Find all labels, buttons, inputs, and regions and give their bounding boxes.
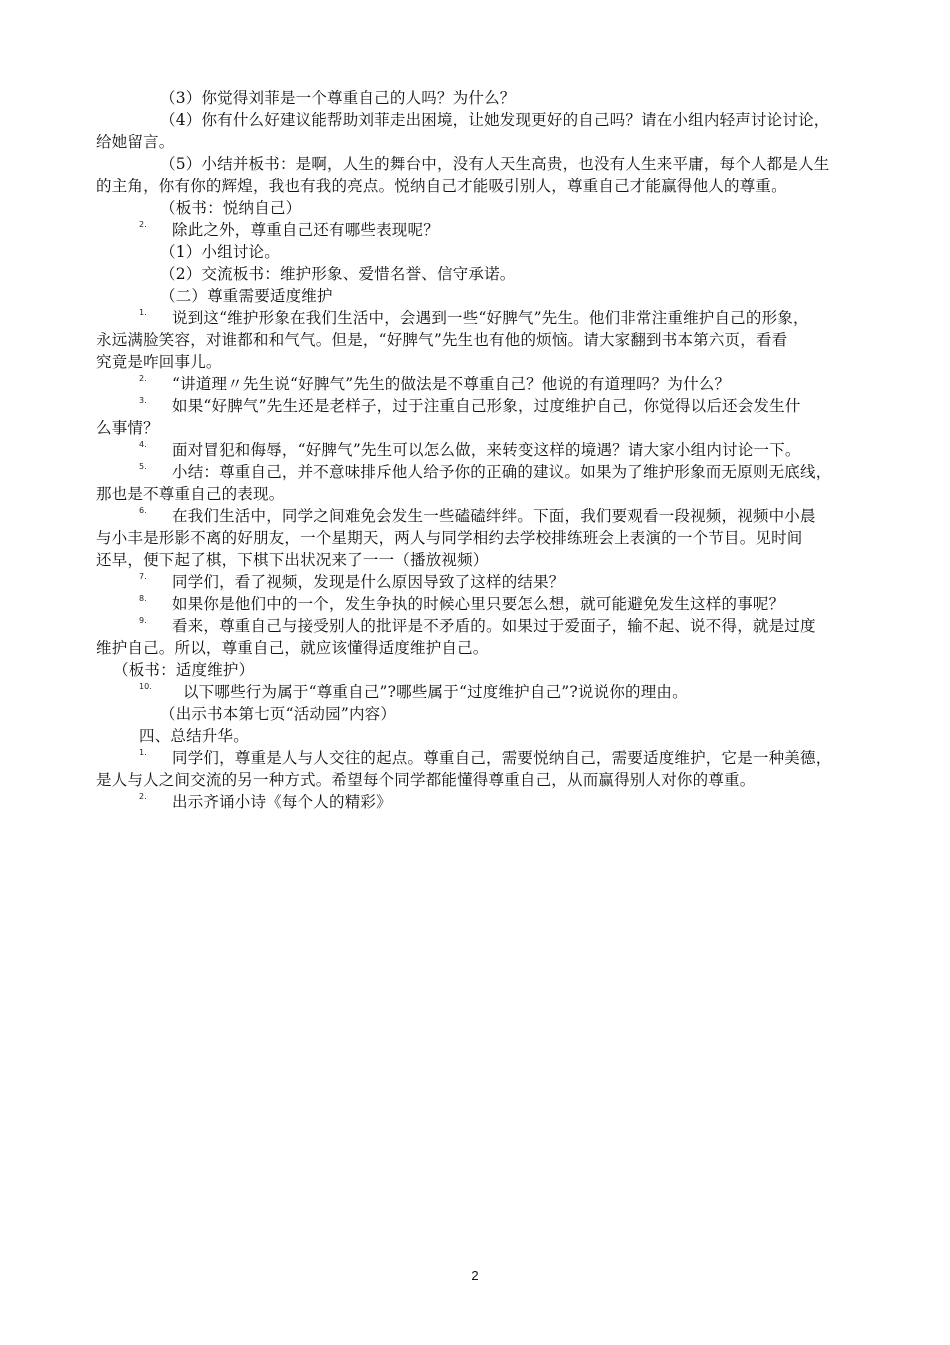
text-line: “讲道理〃先生说“好脾气”先生的做法是不尊重自己？他说的有道理吗？为什么？: [172, 375, 731, 393]
list-number: 2.: [139, 792, 147, 801]
text-line: 出示齐诵小诗《每个人的精彩》: [172, 793, 392, 811]
list-number: 10.: [139, 682, 152, 691]
list-number: 8.: [139, 594, 147, 603]
section-heading: 四、总结升华。: [139, 727, 249, 745]
text-line: （4）你有什么好建议能帮助刘菲走出困境，让她发现更好的自己吗？请在小组内轻声讨论讨论，: [160, 111, 830, 129]
list-number: 6.: [139, 506, 147, 515]
text-line: 还早，便下起了棋，下棋下出状况来了一一（播放视频）: [96, 551, 489, 569]
list-number: 7.: [139, 572, 147, 581]
list-number: 2.: [139, 220, 147, 229]
list-number: 2.: [139, 374, 147, 383]
text-line: 小结：尊重自己，并不意味排斥他人给予你的正确的建议。如果为了维护形象而无原则无底线，: [172, 463, 832, 481]
text-line: （板书：适度维护）: [113, 661, 255, 679]
text-line: 同学们，尊重是人与人交往的起点。尊重自己，需要悦纳自己，需要适度维护，它是一种美德，: [172, 749, 832, 767]
text-line: 给她留言。: [96, 133, 175, 151]
text-line: 面对冒犯和侮辱，“好脾气”先生可以怎么做，来转变这样的境遇？请大家小组内讨论一下。: [172, 441, 801, 459]
text-line: 的主角，你有你的辉煌，我也有我的亮点。悦纳自己才能吸引别人，尊重自己才能赢得他人的尊重。: [96, 177, 787, 195]
text-line: 以下哪些行为属于“尊重自己”?哪些属于“过度维护自己”?说说你的理由。: [183, 683, 688, 701]
text-line: 么事情？: [96, 419, 159, 437]
text-line: 与小丰是形影不离的好朋友，一个星期天，两人与同学相约去学校排练班会上表演的一个节目。见时间: [96, 529, 803, 547]
text-line: 在我们生活中，同学之间难免会发生一些磕磕绊绊。下面，我们要观看一段视频，视频中小晨: [172, 507, 816, 525]
list-number: 1.: [139, 308, 147, 317]
text-line: （1）小组讨论。: [160, 243, 280, 261]
text-line: 那也是不尊重自己的表现。: [96, 485, 285, 503]
text-line: 究竟是咋回事儿。: [96, 353, 222, 371]
text-line: （板书：悦纳自己）: [160, 199, 302, 217]
list-number: 9.: [139, 616, 147, 625]
text-line: （5）小结并板书：是啊，人生的舞台中，没有人天生高贵，也没有人生来平庸，每个人都是人生: [160, 155, 830, 173]
text-line: （出示书本第七页“活动园”内容）: [160, 705, 397, 723]
list-number: 4.: [139, 440, 147, 449]
page-number: 2: [471, 1268, 479, 1283]
text-line: 是人与人之间交流的另一种方式。希望每个同学都能懂得尊重自己，从而赢得别人对你的尊重。: [96, 771, 756, 789]
list-number: 1.: [139, 748, 147, 757]
text-line: 永远满脸笑容，对谁都和和气气。但是，“好脾气”先生也有他的烦恼。请大家翻到书本第六页，看看: [96, 331, 788, 349]
text-line: 除此之外，尊重自己还有哪些表现呢？: [172, 221, 439, 239]
text-line: （二）尊重需要适度维护: [160, 287, 333, 305]
text-line: 看来，尊重自己与接受别人的批评是不矛盾的。如果过于爱面子，输不起、说不得，就是过度: [172, 617, 816, 635]
text-line: 如果你是他们中的一个，发生争执的时候心里只要怎么想，就可能避免发生这样的事呢？: [172, 595, 785, 613]
text-line: 说到这“维护形象在我们生活中，会遇到一些“好脾气”先生。他们非常注重维护自己的形象，: [172, 309, 809, 327]
list-number: 5.: [139, 462, 147, 471]
text-line: 如果“好脾气”先生还是老样子，过于注重自己形象，过度维护自己，你觉得以后还会发生什: [172, 397, 801, 415]
text-line: 同学们，看了视频，发现是什么原因导致了这样的结果？: [172, 573, 565, 591]
text-line: （2）交流板书：维护形象、爱惜名誉、信守承诺。: [160, 265, 516, 283]
text-line: （3）你觉得刘菲是一个尊重自己的人吗？为什么？: [160, 89, 516, 107]
text-line: 维护自己。所以，尊重自己，就应该懂得适度维护自己。: [96, 639, 489, 657]
list-number: 3.: [139, 396, 147, 405]
